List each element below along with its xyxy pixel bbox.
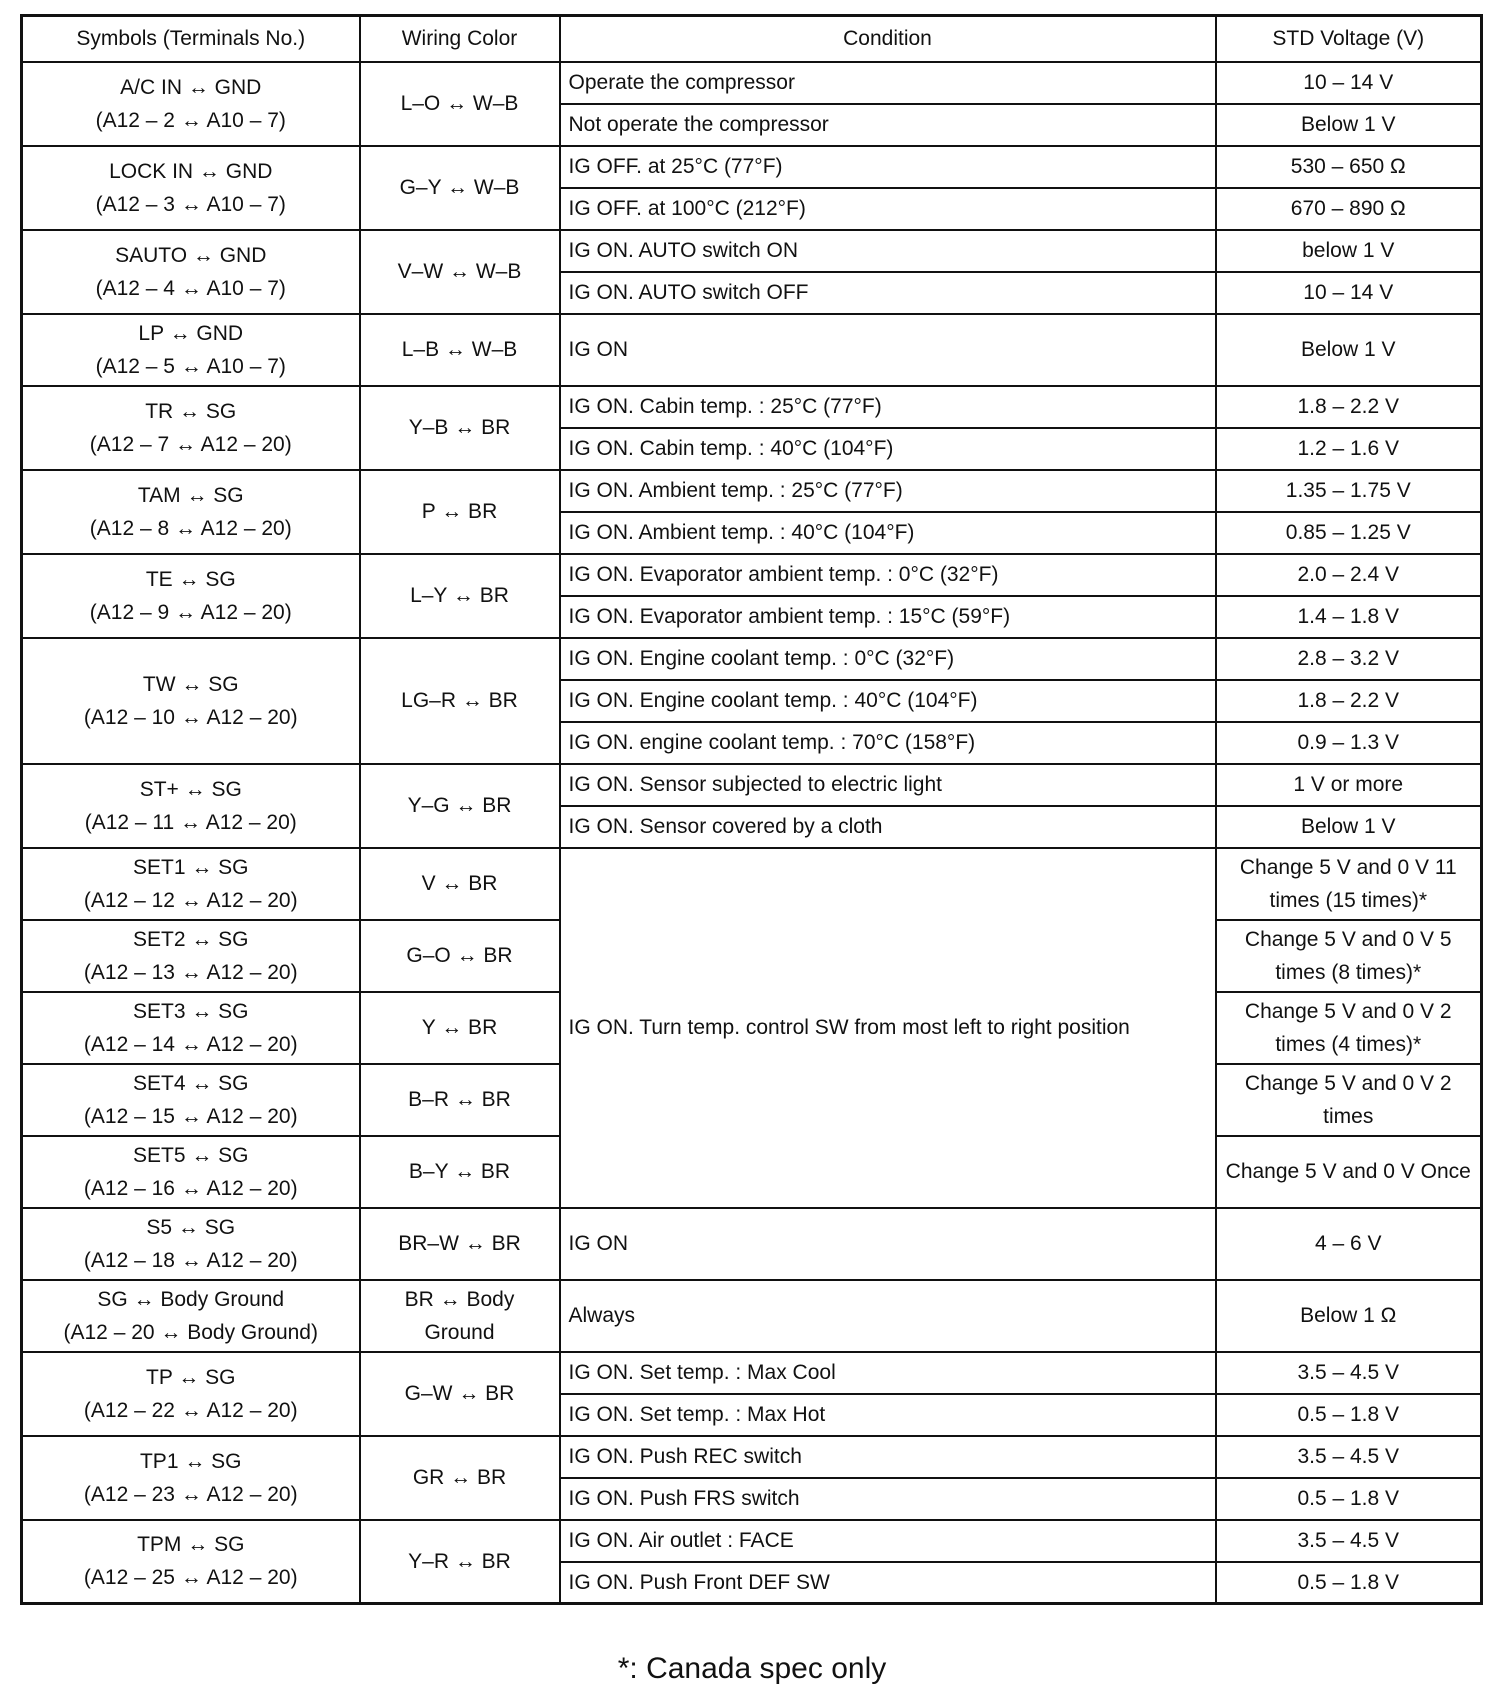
- terminal-numbers: (A12 – 18 ↔ A12 – 20): [83, 1248, 298, 1272]
- symbol-name: TW ↔ SG: [142, 672, 239, 696]
- symbol-cell: [22, 314, 360, 386]
- symbol-cell: [22, 1352, 360, 1436]
- wiring-color-cell: Y–R ↔ BR: [360, 1520, 560, 1604]
- wiring-color-cell: G–O ↔ BR: [360, 920, 560, 992]
- symbol-name: LOCK IN ↔ GND: [109, 159, 273, 183]
- condition-cell: IG ON. Ambient temp. : 40°C (104°F): [560, 512, 1216, 554]
- symbol-cell: [22, 1136, 360, 1208]
- std-voltage-cell: 670 – 890 Ω: [1216, 188, 1482, 230]
- std-voltage-cell: 530 – 650 Ω: [1216, 146, 1482, 188]
- symbol-name: LP ↔ GND: [138, 321, 244, 345]
- wiring-color-cell: GR ↔ BR: [360, 1436, 560, 1520]
- table-row: [22, 1280, 1482, 1352]
- condition-cell: IG ON. Cabin temp. : 40°C (104°F): [560, 428, 1216, 470]
- symbol-cell: [22, 764, 360, 848]
- std-voltage-cell: 0.5 – 1.8 V: [1216, 1562, 1482, 1604]
- std-voltage-cell: Change 5 V and 0 V 2 times: [1216, 1064, 1482, 1136]
- terminal-numbers: (A12 – 20 ↔ Body Ground): [63, 1320, 318, 1344]
- header-symbols: Symbols (Terminals No.): [22, 16, 360, 62]
- terminal-numbers: (A12 – 8 ↔ A12 – 20): [89, 516, 292, 540]
- wiring-color-cell: V–W ↔ W–B: [360, 230, 560, 314]
- table-row: [22, 1520, 1482, 1562]
- std-voltage-cell: 3.5 – 4.5 V: [1216, 1352, 1482, 1394]
- terminal-numbers: (A12 – 14 ↔ A12 – 20): [83, 1032, 298, 1056]
- terminal-numbers: (A12 – 11 ↔ A12 – 20): [84, 810, 297, 834]
- symbol-name: TP ↔ SG: [146, 1365, 236, 1389]
- symbol-name: SET1 ↔ SG: [132, 855, 249, 879]
- condition-cell: IG ON. Engine coolant temp. : 0°C (32°F): [560, 638, 1216, 680]
- condition-cell: IG ON. Evaporator ambient temp. : 0°C (32°F): [560, 554, 1216, 596]
- condition-cell: IG ON. Sensor subjected to electric light: [560, 764, 1216, 806]
- symbol-cell: [22, 920, 360, 992]
- terminal-numbers: (A12 – 3 ↔ A10 – 7): [95, 192, 286, 216]
- std-voltage-cell: 3.5 – 4.5 V: [1216, 1520, 1482, 1562]
- terminal-numbers: (A12 – 10 ↔ A12 – 20): [83, 705, 298, 729]
- condition-cell: IG ON. Cabin temp. : 25°C (77°F): [560, 386, 1216, 428]
- table-row: [22, 230, 1482, 272]
- table-row: [22, 470, 1482, 512]
- std-voltage-cell: 1.8 – 2.2 V: [1216, 680, 1482, 722]
- std-voltage-cell: Change 5 V and 0 V 2 times (4 times)*: [1216, 992, 1482, 1064]
- condition-cell: IG ON. Air outlet : FACE: [560, 1520, 1216, 1562]
- symbol-cell: [22, 1280, 360, 1352]
- symbol-name: SET4 ↔ SG: [132, 1071, 249, 1095]
- header-std-voltage: STD Voltage (V): [1216, 16, 1482, 62]
- condition-cell: IG OFF. at 25°C (77°F): [560, 146, 1216, 188]
- terminal-numbers: (A12 – 25 ↔ A12 – 20): [83, 1566, 298, 1590]
- table-row: [22, 62, 1482, 104]
- std-voltage-cell: 1.2 – 1.6 V: [1216, 428, 1482, 470]
- table-row: [22, 314, 1482, 386]
- table-row: [22, 638, 1482, 680]
- std-voltage-cell: 3.5 – 4.5 V: [1216, 1436, 1482, 1478]
- std-voltage-cell: Change 5 V and 0 V 5 times (8 times)*: [1216, 920, 1482, 992]
- std-voltage-cell: Below 1 Ω: [1216, 1280, 1482, 1352]
- std-voltage-cell: 2.0 – 2.4 V: [1216, 554, 1482, 596]
- std-voltage-cell: 1.35 – 1.75 V: [1216, 470, 1482, 512]
- wiring-color-cell: P ↔ BR: [360, 470, 560, 554]
- wiring-color-cell: L–B ↔ W–B: [360, 314, 560, 386]
- table-row: [22, 1208, 1482, 1280]
- std-voltage-cell: 10 – 14 V: [1216, 272, 1482, 314]
- symbol-name: SET2 ↔ SG: [132, 927, 249, 951]
- condition-cell: IG ON. Engine coolant temp. : 40°C (104°F): [560, 680, 1216, 722]
- table-row: [22, 764, 1482, 806]
- condition-cell: IG ON. Evaporator ambient temp. : 15°C (59°F): [560, 596, 1216, 638]
- symbol-name: TAM ↔ SG: [137, 483, 244, 507]
- std-voltage-cell: Change 5 V and 0 V 11 times (15 times)*: [1216, 848, 1482, 920]
- terminal-numbers: (A12 – 2 ↔ A10 – 7): [95, 108, 286, 132]
- terminal-numbers: (A12 – 12 ↔ A12 – 20): [83, 888, 298, 912]
- wiring-color-cell: BR–W ↔ BR: [360, 1208, 560, 1280]
- condition-cell: IG ON. Sensor covered by a cloth: [560, 806, 1216, 848]
- header-wiring-color: Wiring Color: [360, 16, 560, 62]
- std-voltage-cell: Below 1 V: [1216, 104, 1482, 146]
- std-voltage-cell: 0.85 – 1.25 V: [1216, 512, 1482, 554]
- condition-cell: IG ON. Push Front DEF SW: [560, 1562, 1216, 1604]
- table-row: [22, 386, 1482, 428]
- condition-cell: IG OFF. at 100°C (212°F): [560, 188, 1216, 230]
- wiring-color-cell: BR ↔ Body Ground: [360, 1280, 560, 1352]
- table-row: [22, 554, 1482, 596]
- condition-cell: IG ON. Ambient temp. : 25°C (77°F): [560, 470, 1216, 512]
- std-voltage-cell: 0.9 – 1.3 V: [1216, 722, 1482, 764]
- condition-cell: IG ON. Set temp. : Max Cool: [560, 1352, 1216, 1394]
- symbol-cell: [22, 146, 360, 230]
- condition-cell: IG ON. AUTO switch ON: [560, 230, 1216, 272]
- wiring-color-cell: L–Y ↔ BR: [360, 554, 560, 638]
- symbol-cell: [22, 554, 360, 638]
- condition-cell: IG ON. Set temp. : Max Hot: [560, 1394, 1216, 1436]
- symbol-name: TPM ↔ SG: [137, 1533, 245, 1557]
- std-voltage-cell: 1 V or more: [1216, 764, 1482, 806]
- header-row: [22, 16, 1482, 62]
- terminal-numbers: (A12 – 9 ↔ A12 – 20): [89, 600, 292, 624]
- symbol-name: ST+ ↔ SG: [139, 777, 242, 801]
- condition-cell: IG ON. engine coolant temp. : 70°C (158°F): [560, 722, 1216, 764]
- table-row: [22, 848, 1482, 920]
- symbol-cell: [22, 1436, 360, 1520]
- condition-cell: IG ON: [560, 1208, 1216, 1280]
- symbol-name: SG ↔ Body Ground: [97, 1287, 285, 1311]
- symbol-name: A/C IN ↔ GND: [120, 75, 262, 99]
- symbol-name: TE ↔ SG: [145, 567, 236, 591]
- symbol-cell: [22, 470, 360, 554]
- symbol-cell: [22, 386, 360, 470]
- std-voltage-cell: Change 5 V and 0 V Once: [1216, 1136, 1482, 1208]
- terminal-numbers: (A12 – 4 ↔ A10 – 7): [95, 276, 286, 300]
- symbol-cell: [22, 992, 360, 1064]
- std-voltage-cell: 1.4 – 1.8 V: [1216, 596, 1482, 638]
- symbol-name: SAUTO ↔ GND: [115, 243, 267, 267]
- wiring-color-cell: Y–B ↔ BR: [360, 386, 560, 470]
- table-body: [22, 62, 1482, 1604]
- symbol-cell: [22, 1208, 360, 1280]
- std-voltage-cell: Below 1 V: [1216, 806, 1482, 848]
- terminal-numbers: (A12 – 5 ↔ A10 – 7): [95, 354, 286, 378]
- wiring-color-cell: LG–R ↔ BR: [360, 638, 560, 764]
- std-voltage-cell: 0.5 – 1.8 V: [1216, 1394, 1482, 1436]
- header-condition: Condition: [560, 16, 1216, 62]
- terminal-numbers: (A12 – 16 ↔ A12 – 20): [83, 1176, 298, 1200]
- wiring-color-cell: G–W ↔ BR: [360, 1352, 560, 1436]
- table-row: [22, 1352, 1482, 1394]
- symbol-name: TR ↔ SG: [145, 399, 237, 423]
- table-row: [22, 1436, 1482, 1478]
- wiring-color-cell: L–O ↔ W–B: [360, 62, 560, 146]
- symbol-cell: [22, 848, 360, 920]
- symbol-name: SET3 ↔ SG: [132, 999, 249, 1023]
- std-voltage-cell: 10 – 14 V: [1216, 62, 1482, 104]
- std-voltage-cell: 0.5 – 1.8 V: [1216, 1478, 1482, 1520]
- symbol-cell: [22, 638, 360, 764]
- condition-cell: Always: [560, 1280, 1216, 1352]
- wiring-color-cell: Y ↔ BR: [360, 992, 560, 1064]
- condition-cell: IG ON. Push FRS switch: [560, 1478, 1216, 1520]
- footnote: *: Canada spec only: [617, 1652, 887, 1685]
- std-voltage-cell: 1.8 – 2.2 V: [1216, 386, 1482, 428]
- condition-cell: Operate the compressor: [560, 62, 1216, 104]
- terminal-numbers: (A12 – 7 ↔ A12 – 20): [89, 432, 292, 456]
- symbol-cell: [22, 1064, 360, 1136]
- std-voltage-cell: 2.8 – 3.2 V: [1216, 638, 1482, 680]
- condition-cell: IG ON. Push REC switch: [560, 1436, 1216, 1478]
- terminal-numbers: (A12 – 23 ↔ A12 – 20): [83, 1482, 298, 1506]
- condition-cell: Not operate the compressor: [560, 104, 1216, 146]
- std-voltage-cell: below 1 V: [1216, 230, 1482, 272]
- wiring-color-cell: B–Y ↔ BR: [360, 1136, 560, 1208]
- symbol-cell: [22, 1520, 360, 1604]
- table-row: [22, 146, 1482, 188]
- symbol-cell: [22, 62, 360, 146]
- std-voltage-cell: 4 – 6 V: [1216, 1208, 1482, 1280]
- terminal-numbers: (A12 – 13 ↔ A12 – 20): [83, 960, 298, 984]
- wiring-color-cell: G–Y ↔ W–B: [360, 146, 560, 230]
- std-voltage-cell: Below 1 V: [1216, 314, 1482, 386]
- symbol-cell: [22, 230, 360, 314]
- symbol-name: SET5 ↔ SG: [132, 1143, 249, 1167]
- condition-cell: IG ON. AUTO switch OFF: [560, 272, 1216, 314]
- terminal-numbers: (A12 – 22 ↔ A12 – 20): [83, 1398, 298, 1422]
- symbol-name: TP1 ↔ SG: [139, 1449, 242, 1473]
- symbol-name: S5 ↔ SG: [146, 1215, 236, 1239]
- wiring-color-cell: V ↔ BR: [360, 848, 560, 920]
- wiring-color-cell: Y–G ↔ BR: [360, 764, 560, 848]
- terminal-voltage-table: [20, 14, 1483, 1605]
- terminal-numbers: (A12 – 15 ↔ A12 – 20): [83, 1104, 298, 1128]
- condition-cell: IG ON: [560, 314, 1216, 386]
- condition-cell: IG ON. Turn temp. control SW from most left to right position: [560, 848, 1216, 1208]
- wiring-color-cell: B–R ↔ BR: [360, 1064, 560, 1136]
